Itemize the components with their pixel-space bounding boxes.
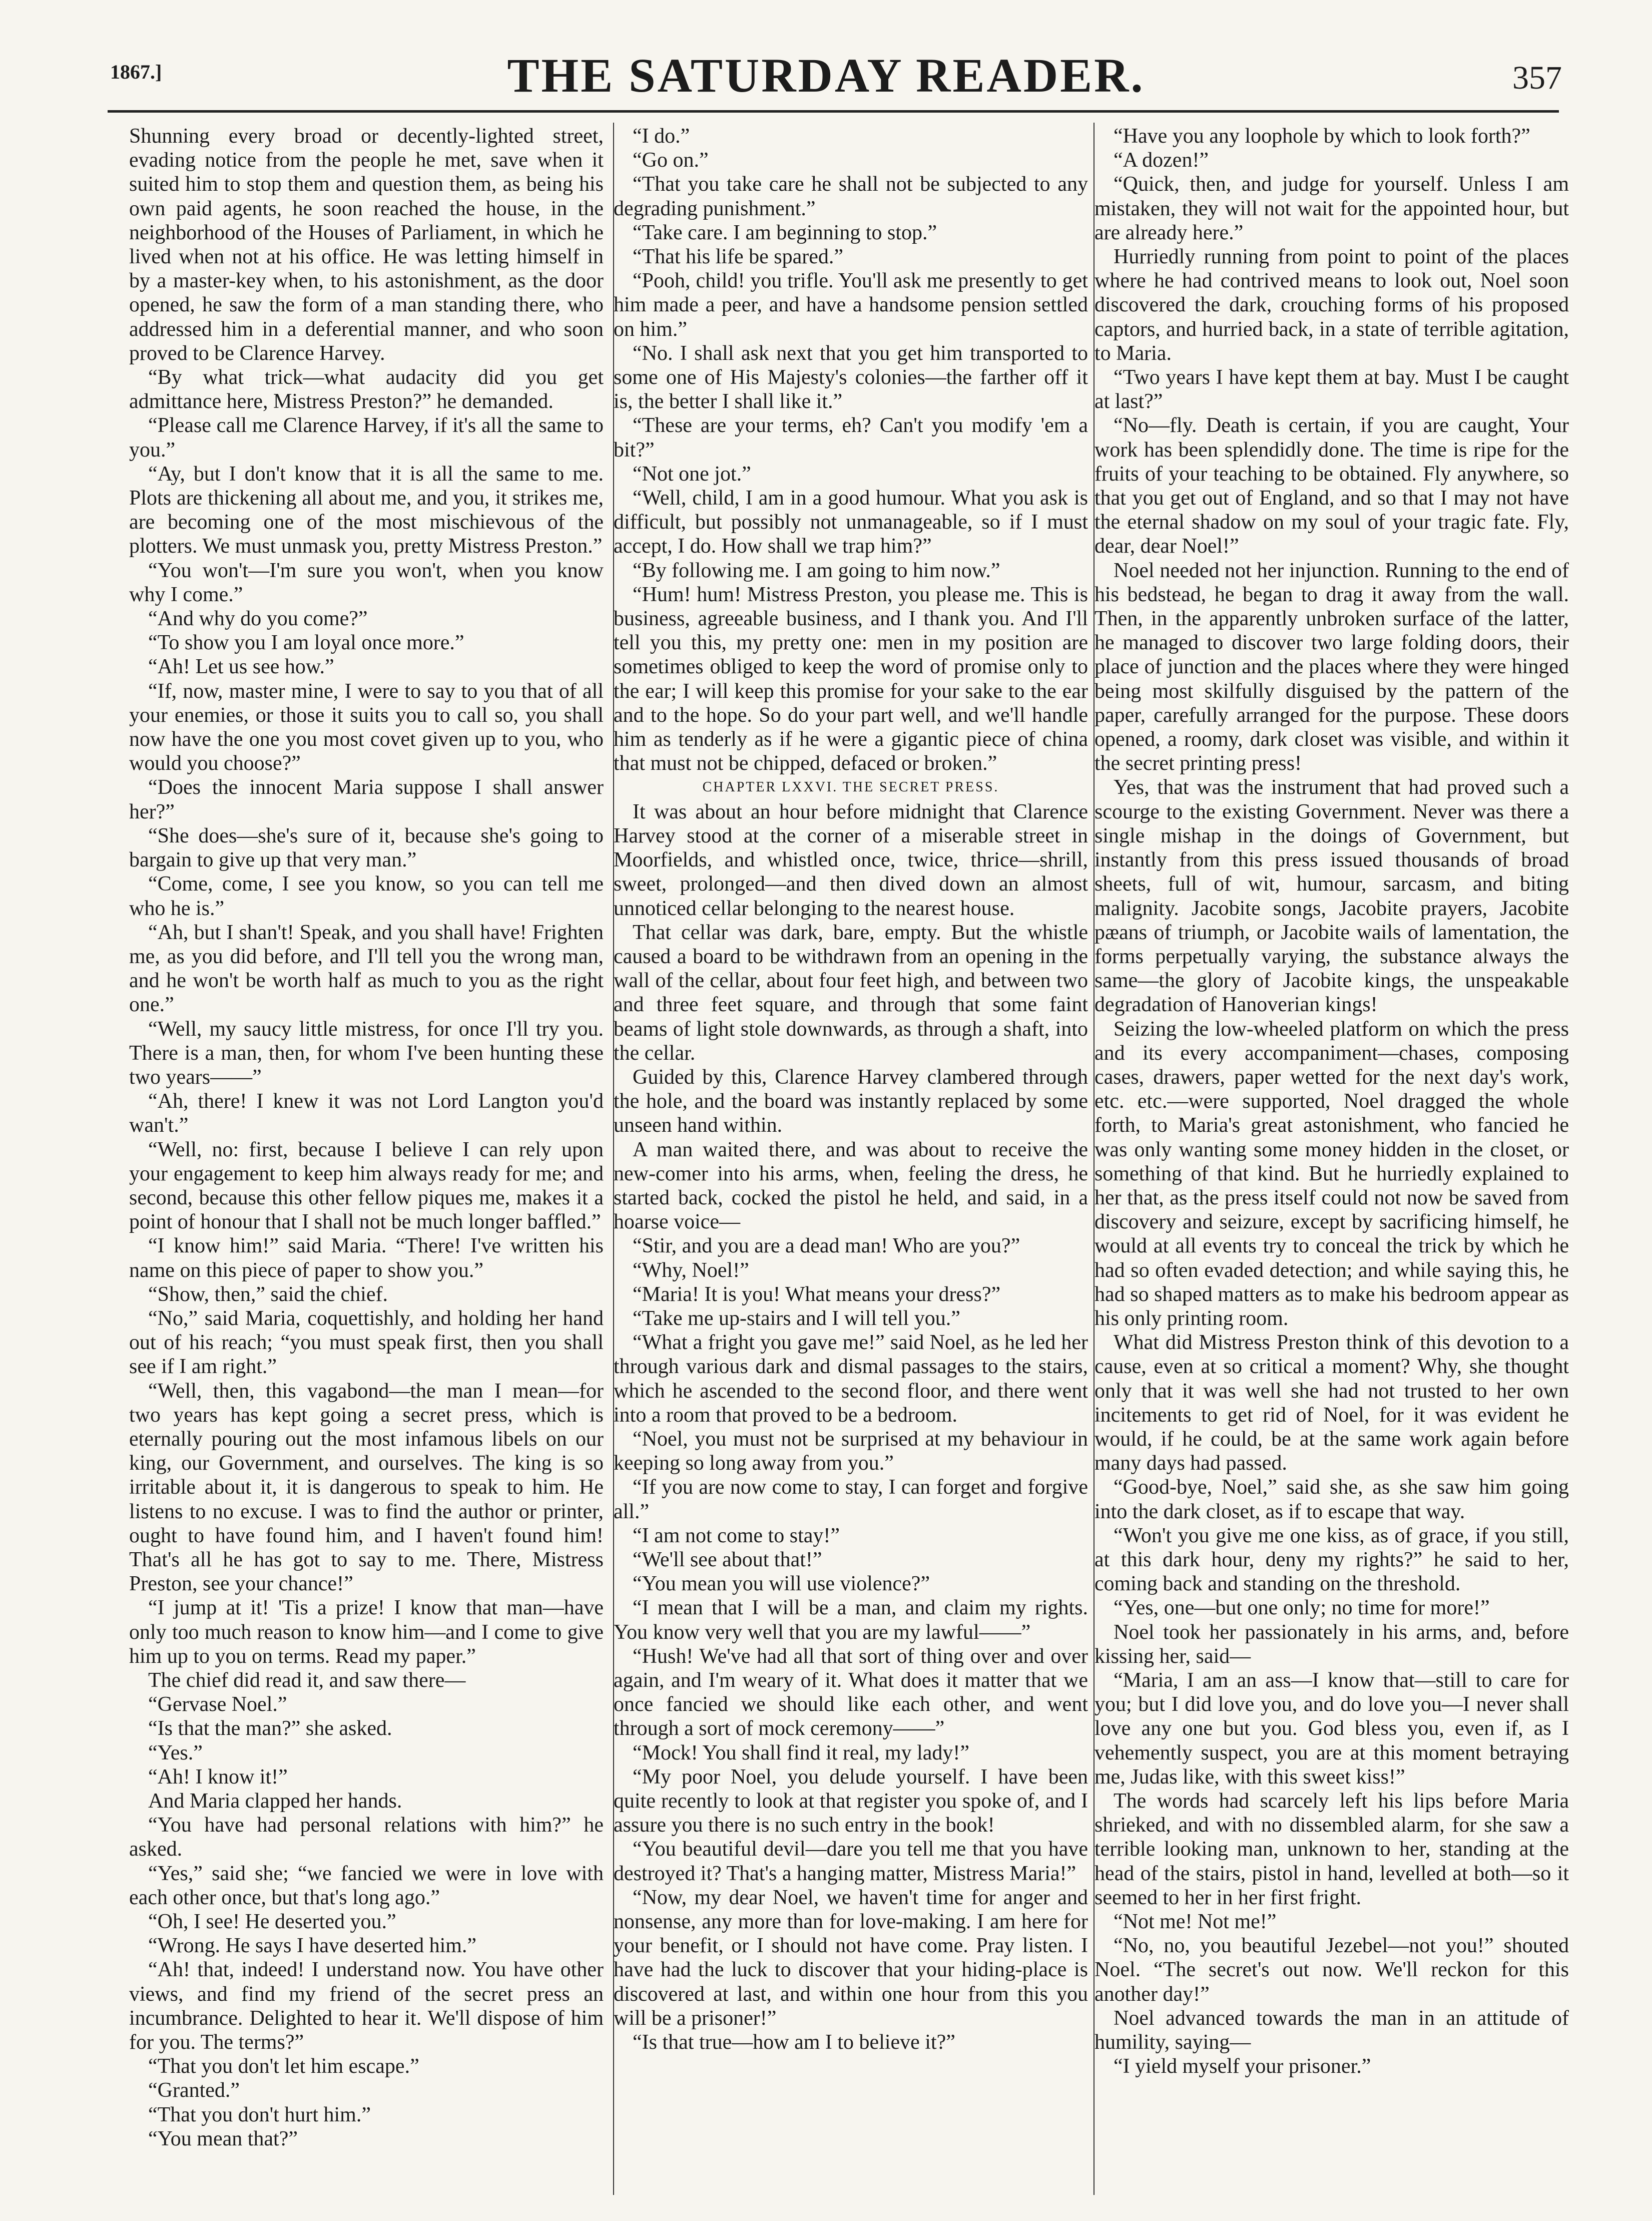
paragraph: “Ah! that, indeed! I understand now. You have other views, and find my friend of the secret press an incumbrance. Delighted to hear it. We'll dispose of him for you. The terms?” xyxy=(129,1958,604,2054)
paragraph: “Ah! Let us see how.” xyxy=(148,655,334,679)
paragraph: “Won't you give me one kiss, as of grace, if you still, at this dark hour, deny my rights?” he said to her, coming back and standing on the threshold. xyxy=(1094,1524,1569,1596)
paragraph: “Ah, there! I knew it was not Lord Langton you'd wan't.” xyxy=(129,1090,604,1137)
paragraph: “Have you any loophole by which to look forth?” xyxy=(1114,125,1530,148)
paragraph: “To show you I am loyal once more.” xyxy=(148,631,464,655)
paragraph: “Granted.” xyxy=(148,2079,240,2102)
paragraph: “Hush! We've had all that sort of thing over and over again, and I'm weary of it. What does it matter that we once fancied we should like each other, and went through a sort of mock ceremony——” xyxy=(614,1644,1088,1740)
paragraph: “Take care. I am beginning to stop.” xyxy=(633,221,937,244)
paragraph: “No—fly. Death is certain, if you are caught, Your work has been splendidly done. The time is ripe for the fruits of your teaching to be obtained. Fly anywhere, so that you get out of England, and so that I may not have the eternal shadow on my soul of your tragic fate. Fly, dear, dear Noel!” xyxy=(1094,414,1569,558)
paragraph: “Why, Noel!” xyxy=(633,1258,749,1282)
paragraph: “Hum! hum! Mistress Preston, you please me. This is business, agreeable business, and I thank you. And I'll tell you this, my pretty one: men in my position are sometimes obliged to keep the word of promise only to the ear; I will keep this promise for your sake to the ear and to the hope. So do your part well, and we'll handle him as tenderly as if he were a gigantic piece of china that must not be chipped, defaced or broken.” xyxy=(614,583,1088,775)
paragraph: Guided by this, Clarence Harvey clambered through the hole, and the board was instantly replaced by some unseen hand within. xyxy=(614,1065,1088,1137)
paragraph: “A dozen!” xyxy=(1114,149,1209,172)
paragraph: Noel took her passionately in his arms, and, before kissing her, said— xyxy=(1094,1620,1569,1668)
paragraph: “You mean you will use violence?” xyxy=(633,1572,930,1596)
column-1 xyxy=(129,124,604,2189)
paragraph: “My poor Noel, you delude yourself. I have been quite recently to look at that register you spoke of, and I assure you there is no such entry in the book! xyxy=(614,1765,1088,1837)
paragraph: “Does the innocent Maria suppose I shall answer her?” xyxy=(129,776,604,823)
paragraph: “Is that true—how am I to believe it?” xyxy=(633,2031,955,2054)
paragraph: Hurriedly running from point to point of the places where he had contrived means to look out, Noel soon discovered the dark, crouching forms of his proposed captors, and hurried back, in a state of terrible agitation, to Maria. xyxy=(1094,245,1569,365)
paragraph: “Good-bye, Noel,” said she, as she saw him going into the dark closet, as if to escape that way. xyxy=(1094,1476,1569,1523)
paragraph: “If you are now come to stay, I can forget and forgive all.” xyxy=(614,1476,1088,1523)
paragraph: “By what trick—what audacity did you get admittance here, Mistress Preston?” he demanded. xyxy=(129,366,604,413)
paragraph: “These are your terms, eh? Can't you modify 'em a bit?” xyxy=(614,414,1088,462)
paragraph: “Two years I have kept them at bay. Must I be caught at last?” xyxy=(1094,366,1569,413)
paragraph: “I jump at it! 'Tis a prize! I know that man—have only too much reason to know him—and I come to give him up to you on terms. Read my paper.” xyxy=(129,1596,604,1668)
paragraph: That cellar was dark, bare, empty. But the whistle caused a board to be withdrawn from an opening in the wall of the cellar, about four feet high, and between two and three feet square, and through that some faint beams of light stole downwards, as through a shaft, into the cellar. xyxy=(614,921,1088,1065)
paragraph: And Maria clapped her hands. xyxy=(148,1790,402,1813)
header-rule xyxy=(108,110,1559,113)
paragraph: It was about an hour before midnight that Clarence Harvey stood at the corner of a miserable street in Moorfields, and whistled once, twice, thrice—shrill, sweet, prolonged—and then dived down an almost unnoticed cellar belonging to the nearest house. xyxy=(614,800,1088,920)
paragraph: “I am not come to stay!” xyxy=(633,1524,840,1547)
paragraph: “Maria, I am an ass—I know that—still to care for you; but I did love you, and do love you—I never shall love any one but you. God bless you, even if, as I vehemently suspect, you are at this moment betraying me, Judas like, with this sweet kiss!” xyxy=(1094,1669,1569,1789)
paragraph: “Noel, you must not be surprised at my behaviour in keeping so long away from you.” xyxy=(614,1427,1088,1475)
masthead xyxy=(0,0,1652,115)
paragraph: “Now, my dear Noel, we haven't time for anger and nonsense, any more than for love-making. I am here for your benefit, or I should not have come. Pray listen. I have had the luck to discover that your hiding-place is discovered at last, and within one hour from this you will be a prisoner!” xyxy=(614,1886,1088,2030)
paragraph: “Maria! It is you! What means your dress?” xyxy=(633,1282,1001,1306)
issue-date: 1867.] xyxy=(110,61,162,83)
paragraph: “Well, no: first, because I believe I can rely upon your engagement to keep him always ready for me; and second, because this other fellow piques me, makes it a point of honour that I shall not be much longer baffled.” xyxy=(129,1138,604,1234)
paragraph: “You mean that?” xyxy=(148,2127,298,2150)
paragraph: “I know him!” said Maria. “There! I've written his name on this piece of paper to show you.” xyxy=(129,1234,604,1282)
paragraph: “If, now, master mine, I were to say to you that of all your enemies, or those it suits you to call so, you shall now have the one you most covet given up to you, who would you choose?” xyxy=(129,679,604,775)
paragraph: “Well, child, I am in a good humour. What you ask is difficult, but possibly not unmanageable, so if I must accept, I do. How shall we trap him?” xyxy=(614,487,1088,558)
paragraph: “Go on.” xyxy=(633,149,709,172)
paragraph: “You have had personal relations with him?” he asked. xyxy=(129,1814,604,1861)
paragraph: “Wrong. He says I have deserted him.” xyxy=(148,1934,477,1958)
paragraph: “Ah! I know it!” xyxy=(148,1765,288,1789)
paragraph: A man waited there, and was about to receive the new-comer into his arms, when, feeling the dress, he started back, cocked the pistol he held, and said, in a hoarse voice— xyxy=(614,1138,1088,1234)
paragraph: “I mean that I will be a man, and claim my rights. You know very well that you are my lawful——” xyxy=(614,1596,1088,1644)
paragraph: “No,” said Maria, coquettishly, and holding her hand out of his reach; “you must speak first, then you shall see if I am right.” xyxy=(129,1306,604,1379)
paragraph: “Ah, but I shan't! Speak, and you shall have! Frighten me, as you did before, and I'll tell you the wrong man, and he won't be worth half as much to you as the right one.” xyxy=(129,921,604,1017)
paragraph: Shunning every broad or decently-lighted street, evading notice from the people he met, save when it suited him to stop them and question them, as being his own paid agents, he soon reached the house, in the neighborhood of the Houses of Parliament, in which he lived when not at his office. He was letting himself in by a master-key when, to his astonishment, as the door opened, he saw the form of a man standing there, who addressed him in a deferential manner, and who soon proved to be Clarence Harvey. xyxy=(129,125,604,365)
paragraph: “Well, my saucy little mistress, for once I'll try you. There is a man, then, for whom I've been hunting these two years——” xyxy=(129,1017,604,1089)
paragraph: Seizing the low-wheeled platform on which the press and its every accompaniment—chases, composing cases, drawers, paper wetted for the next day's work, etc. etc.—were supported, Noel dragged the whole forth, to Maria's great astonishment, who fancied he was only wanting some money hidden in the closet, or something of that kind. But he hurriedly explained to her that, as the press itself could not now be saved from discovery and seizure, except by sacrificing himself, he would at all events try to conceal the trick by which he had so often evaded detection; and while saying this, he had so shaped matters as to make his bedroom appear as his only printing room. xyxy=(1094,1017,1569,1330)
paragraph: “We'll see about that!” xyxy=(633,1548,822,1571)
column-2 xyxy=(614,124,1088,2189)
paragraph: “That you take care he shall not be subjected to any degrading punishment.” xyxy=(614,173,1088,220)
paragraph: Yes, that was the instrument that had proved such a scourge to the existing Government. Never was there a single mishap in the doings of Government, but instantly from this press issued thousands of broad sheets, full of wit, humour, sarcasm, and biting malignity. Jacobite songs, Jacobite prayers, Jacobite pæans of triumph, or Jacobite wails of lamentation, the forms perpetually varying, the substance always the same—the glory of Jacobite kings, the unspeakable degradation of Hanoverian kings! xyxy=(1094,776,1569,1017)
paragraph: “Yes,” said she; “we fancied we were in love with each other once, but that's long ago.” xyxy=(129,1862,604,1909)
paragraph: “Not one jot.” xyxy=(633,462,751,486)
publication-title: THE SATURDAY READER. xyxy=(507,49,1145,102)
page-number: 357 xyxy=(1512,60,1562,96)
paragraph: “I do.” xyxy=(633,125,690,148)
paragraph: “You won't—I'm sure you won't, when you know why I come.” xyxy=(129,559,604,606)
paragraph: “Gervase Noel.” xyxy=(148,1693,287,1716)
paragraph: “Is that the man?” she asked. xyxy=(148,1717,392,1740)
paragraph: “Well, then, this vagabond—the man I mean—for two years has kept going a secret press, which is eternally pouring out the most infamous libels on our king, our Government, and ourselves. The king is so irritable about it, it is dangerous to speak to him. He listens to no excuse. I was to find the author or printer, ought to have found him, and I haven't found him! That's all he has got to say to me. There, Mistress Preston, see your chance!” xyxy=(129,1379,604,1596)
paragraph: “Mock! You shall find it real, my lady!” xyxy=(633,1741,970,1764)
paragraph: Noel advanced towards the man in an attitude of humility, saying— xyxy=(1094,2006,1569,2054)
paragraph: “That his life be spared.” xyxy=(633,245,843,269)
paragraph: “Show, then,” said the chief. xyxy=(148,1282,388,1306)
paragraph: The words had scarcely left his lips before Maria shrieked, and with no dissembled alarm, for she saw a terrible looking man, unknown to her, standing at the head of the stairs, pistol in hand, levelled at both—so it seemed to her in her first fright. xyxy=(1094,1790,1569,1909)
paragraph: “Pooh, child! you trifle. You'll ask me presently to get him made a peer, and have a handsome pension settled on him.” xyxy=(614,269,1088,341)
paragraph: “Yes, one—but one only; no time for more!” xyxy=(1114,1596,1490,1620)
chapter-heading: CHAPTER LXXVI. THE SECRET PRESS. xyxy=(702,779,999,795)
paragraph: “By following me. I am going to him now.” xyxy=(633,559,1000,582)
paragraph: “That you don't hurt him.” xyxy=(148,2103,371,2126)
paragraph: “Take me up-stairs and I will tell you.” xyxy=(633,1306,960,1330)
paragraph: What did Mistress Preston think of this devotion to a cause, even at so critical a moment? Why, she thought only that it was well she had not trusted to her own incitements to get rid of Noel, for it was evident he would, if he could, be at the same work again before many days had passed. xyxy=(1094,1331,1569,1475)
paragraph: “You beautiful devil—dare you tell me that you have destroyed it? That's a hanging matter, Mistress Maria!” xyxy=(614,1838,1088,1885)
column-3 xyxy=(1094,124,1569,2189)
paragraph: “No, no, you beautiful Jezebel—not you!” shouted Noel. “The secret's out now. We'll reckon for this another day!” xyxy=(1094,1934,1569,2006)
paragraph: “Come, come, I see you know, so you can tell me who he is.” xyxy=(129,872,604,920)
paragraph: “No. I shall ask next that you get him transported to some one of His Majesty's colonies—the farther off it is, the better I shall like it.” xyxy=(614,341,1088,413)
paragraph: The chief did read it, and saw there— xyxy=(148,1669,466,1692)
paragraph: “Please call me Clarence Harvey, if it's all the same to you.” xyxy=(129,414,604,462)
paragraph: “Oh, I see! He deserted you.” xyxy=(148,1910,396,1934)
paragraph: “What a fright you gave me!” said Noel, as he led her through various dark and dismal passages to the stairs, which he ascended to the second floor, and there went into a room that proved to be a bedroom. xyxy=(614,1331,1088,1427)
paragraph: “Stir, and you are a dead man! Who are you?” xyxy=(633,1234,1020,1258)
paragraph: “That you don't let him escape.” xyxy=(148,2055,419,2078)
paragraph: “Ay, but I don't know that it is all the same to me. Plots are thickening all about me, and you, it strikes me, are becoming one of the most mischievous of the plotters. We must unmask you, pretty Mistress Preston.” xyxy=(129,462,604,558)
paragraph: “Not me! Not me!” xyxy=(1114,1910,1277,1934)
paragraph: “I yield myself your prisoner.” xyxy=(1114,2055,1371,2078)
paragraph: “And why do you come?” xyxy=(148,607,368,631)
paragraph: “She does—she's sure of it, because she's going to bargain to give up that very man.” xyxy=(129,824,604,872)
paragraph: “Yes.” xyxy=(148,1741,203,1764)
paragraph: “Quick, then, and judge for yourself. Unless I am mistaken, they will not wait for the appointed hour, but are already here.” xyxy=(1094,173,1569,244)
paragraph: Noel needed not her injunction. Running to the end of his bedstead, he began to drag it away from the wall. Then, in the apparently unbroken surface of the latter, he managed to discover two large folding doors, their place of junction and the places where they were hinged being most skilfully disguised by the pattern of the paper, carefully arranged for the purpose. These doors opened, a roomy, dark closet was visible, and within it the secret printing press! xyxy=(1094,559,1569,775)
